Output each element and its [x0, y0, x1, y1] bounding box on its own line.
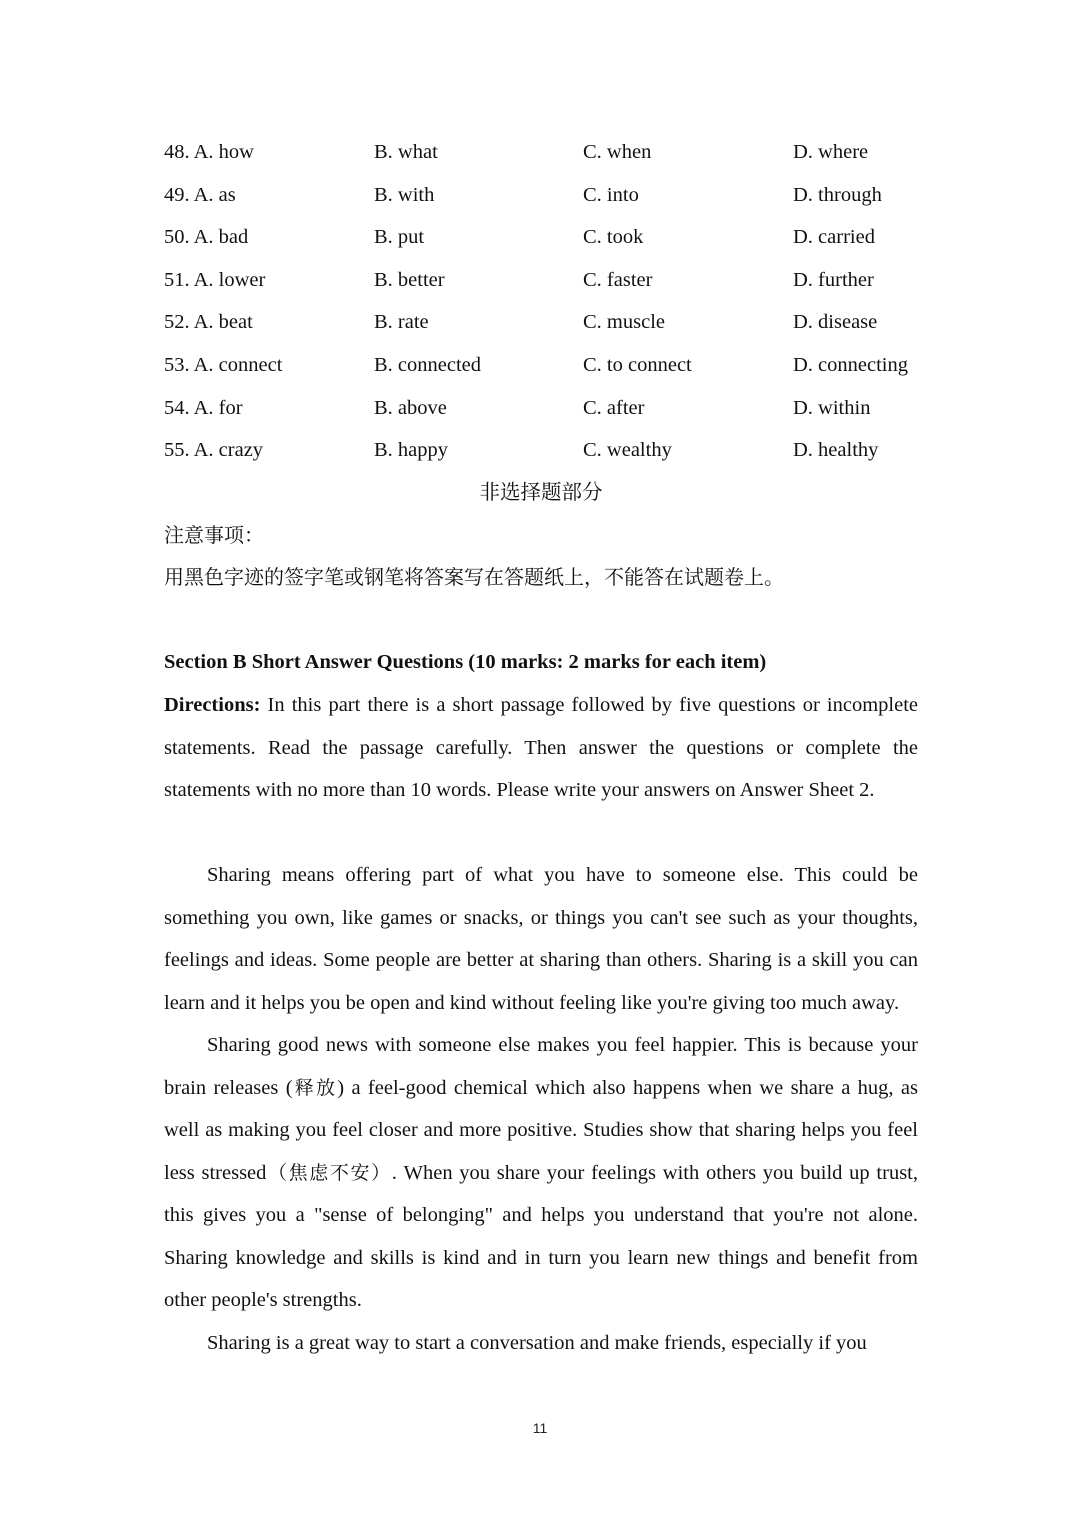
option-b: B. put — [374, 226, 425, 249]
chinese-gloss: （焦虑不安） — [266, 1161, 392, 1184]
directions-paragraph — [164, 684, 918, 812]
option-d: D. healthy — [793, 439, 879, 462]
option-b: B. connected — [374, 353, 482, 376]
option-b: B. happy — [374, 439, 449, 462]
option-d: D. connecting — [793, 353, 908, 376]
reading-passage — [164, 854, 918, 1364]
page-number: 11 — [532, 1420, 548, 1436]
answer-options-table — [164, 131, 918, 472]
option-a: 49. A. as — [164, 183, 236, 206]
passage-paragraph-2 — [164, 1024, 918, 1322]
notice-text: 用黑色字迹的签字笔或钢笔将答案写在答题纸上，不能答在试题卷上。 — [164, 565, 784, 589]
directions-label: Directions: — [164, 694, 261, 716]
option-c: C. faster — [583, 268, 653, 291]
option-a: 48. A. how — [164, 141, 254, 163]
option-d: D. where — [793, 141, 869, 163]
option-b: B. rate — [374, 311, 429, 334]
non-choice-heading: 非选择题部分 — [479, 480, 603, 504]
option-row-52 — [164, 301, 918, 344]
passage-text: Sharing good news with someone else makes you feel happier. This is because your brain releases ( — [164, 1034, 918, 1099]
passage-paragraph-3: Sharing is a great way to start a conversation and make friends, especially if you — [207, 1331, 867, 1354]
option-c: C. to connect — [583, 353, 692, 376]
option-row-55 — [164, 429, 918, 472]
option-d: D. through — [793, 183, 882, 206]
option-a: 55. A. crazy — [164, 439, 264, 462]
chinese-gloss: 释放 — [292, 1076, 338, 1099]
option-row-48 — [164, 131, 918, 174]
passage-paragraph-1: Sharing means offering part of what you have to someone else. This could be something you own, like games or snacks, or things you can't see such as your thoughts, feelings and ideas. Some people are better at sharing than others. Sharing is a skill you can learn and it helps you be open and kind without feeling like you're giving too much away. — [164, 864, 918, 1014]
exam-page — [164, 0, 918, 1528]
option-d: D. carried — [793, 226, 875, 249]
passage-text: ) a feel-good chemical which also happens when we share a hug, as well as making you feel closer and more positive. Studies show that sharing helps you feel less stressed — [164, 1076, 918, 1184]
option-row-54 — [164, 387, 918, 430]
passage-text: . When you share your feelings with others you build up trust, this gives you a "sense of belonging" and helps you understand that you're not alone. Sharing knowledge and skills is kind and in turn you learn new things and benefit from other people's strengths. — [164, 1161, 918, 1311]
option-b: B. with — [374, 183, 435, 206]
option-c: C. took — [583, 226, 644, 249]
option-b: B. above — [374, 396, 447, 419]
option-a: 50. A. bad — [164, 226, 249, 249]
notice-title: 注意事项： — [164, 523, 264, 547]
option-c: C. into — [583, 183, 639, 206]
option-a: 52. A. beat — [164, 311, 253, 334]
option-row-53 — [164, 344, 918, 387]
option-a: 54. A. for — [164, 396, 243, 419]
option-d: D. further — [793, 268, 874, 291]
option-c: C. when — [583, 141, 652, 163]
directions-text: In this part there is a short passage followed by five questions or incomplete statements. Read the passage carefully. Then answer the questions or complete the statements with no more than 10 words. Please write your answers on Answer Sheet 2. — [164, 694, 918, 801]
option-a: 51. A. lower — [164, 268, 266, 291]
section-b-title: Section B Short Answer Questions (10 marks: 2 marks for each item) — [164, 651, 767, 673]
option-row-51 — [164, 259, 918, 302]
option-a: 53. A. connect — [164, 353, 283, 376]
option-b: B. better — [374, 268, 445, 291]
option-row-50 — [164, 216, 918, 259]
option-b: B. what — [374, 141, 438, 163]
option-row-49 — [164, 174, 918, 217]
option-d: D. within — [793, 396, 871, 419]
option-c: C. muscle — [583, 311, 665, 334]
option-d: D. disease — [793, 311, 878, 334]
option-c: C. after — [583, 396, 645, 419]
option-c: C. wealthy — [583, 439, 672, 462]
